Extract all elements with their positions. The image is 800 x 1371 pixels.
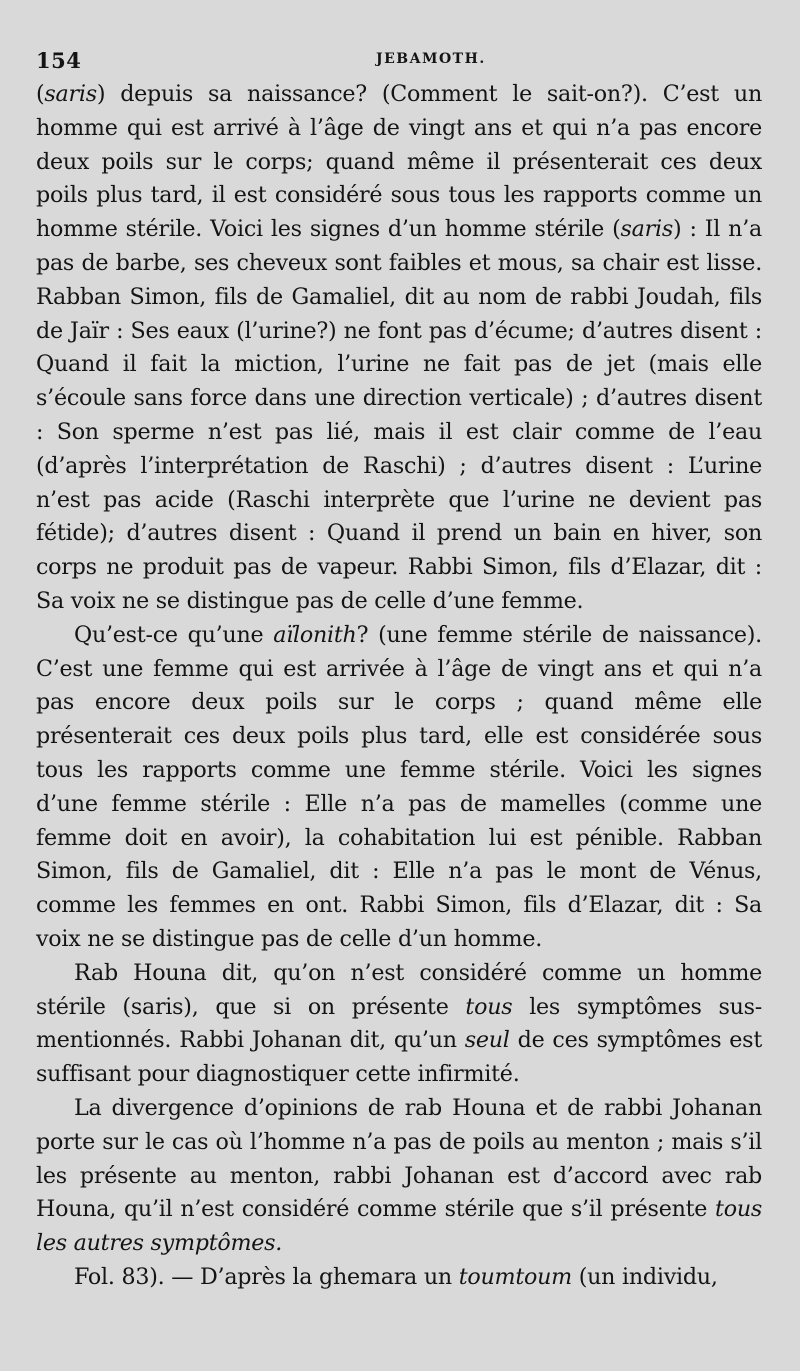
paragraph-text: ? (une femme stérile de naissance). C’est une femme qui est arrivée à l’âge de vingt ans et qui n’a pas encore deux poils sur le corps ; quand même elle présenterait ces deux poils plus tard, elle est considérée sous tous les rapports comme une femme stérile. Voici les signes d’une femme stérile : Elle n’a pas de mamelles (comme une femme doit en avoir), la cohabitation lui est pénible. Rabban Simon, fils de Gamaliel, dit : Elle n’a pas le mont de Vénus, comme les femmes en ont. Rabbi Simon, fils d’Elazar, dit : Sa voix ne se distingue pas de celle d’un homme. — [36, 621, 762, 952]
paragraph-1 — [36, 78, 762, 619]
running-title: JEBAMOTH. — [376, 51, 486, 67]
paragraph-3 — [36, 957, 762, 1092]
paragraph-4 — [36, 1092, 762, 1261]
italic-term-saris: saris — [44, 81, 97, 107]
paragraph-text: ) : Il n’a pas de barbe, ses cheveux sont faibles et mous, sa chair est lisse. Rabban Simon, fils de Gamaliel, dit au nom de rabbi Joudah, fils de Jaïr : Ses eaux (l’urine?) ne font pas d’écume; d’autres disent : Quand il fait la miction, l’urine ne fait pas de jet (mais elle s’écoule sans force dans une direction verticale) ; d’autres disent : Son sperme n’est pas lié, mais il est clair comme de l’eau (d’après l’interprétation de Raschi) ; d’autres disent : L’urine n’est pas acide (Raschi interprète que l’urine ne devient pas fétide); d’autres disent : Quand il prend un bain en hiver, son corps ne produit pas de vapeur. Rabbi Simon, fils d’Elazar, dit : Sa voix ne se distingue pas de celle d’une femme. — [36, 216, 762, 614]
opening-parenthesis: ( — [36, 81, 45, 107]
italic-phrase-symptomes: tous les autres symptômes. — [36, 1196, 762, 1257]
italic-term-saris: saris — [620, 216, 673, 243]
paragraph-text: Fol. 83). — D’après la ghemara un — [74, 1263, 459, 1290]
paragraph-text: ) depuis sa naissance? (Comment le sait-on?). C’est un homme qui est arrivé à l’âge de vingt ans et qui n’a pas encore deux poils sur le corps; quand même il présenterait ces deux poils plus tard, il est considéré sous tous les rapports comme un homme stérile. Voici les signes d’un homme stérile ( — [36, 81, 762, 243]
paragraph-text: les symptômes sus-mentionnés. Rabbi Johanan dit, qu’un — [36, 993, 763, 1054]
body-text — [36, 78, 762, 1295]
page-number: 154 — [36, 48, 82, 73]
paragraph-text: Rab Houna dit, qu’on n’est considéré comme un homme stérile (saris), que si on présente — [36, 959, 762, 1020]
italic-term-ailonith: aïlonith — [273, 621, 357, 648]
paragraph-2 — [36, 619, 762, 957]
paragraph-text: (un individu, — [571, 1263, 718, 1290]
paragraph-text: Qu’est-ce qu’une — [74, 621, 274, 648]
italic-term-tous: tous — [465, 993, 513, 1020]
paragraph-text: de ces symptômes est suffisant pour diagnostiquer cette infirmité. — [36, 1027, 762, 1088]
italic-term-seul: seul — [464, 1027, 510, 1054]
paragraph-text: La divergence d’opinions de rab Houna et de rabbi Johanan porte sur le cas où l’homme n’a pas de poils au menton ; mais s’il les présente au menton, rabbi Johanan est d’accord avec rab Houna, qu’il n’est considéré comme stérile que s’il présente — [36, 1094, 762, 1223]
paragraph-5 — [36, 1261, 762, 1295]
page-header — [36, 44, 762, 78]
italic-term-toumtoum: toumtoum — [458, 1263, 572, 1290]
